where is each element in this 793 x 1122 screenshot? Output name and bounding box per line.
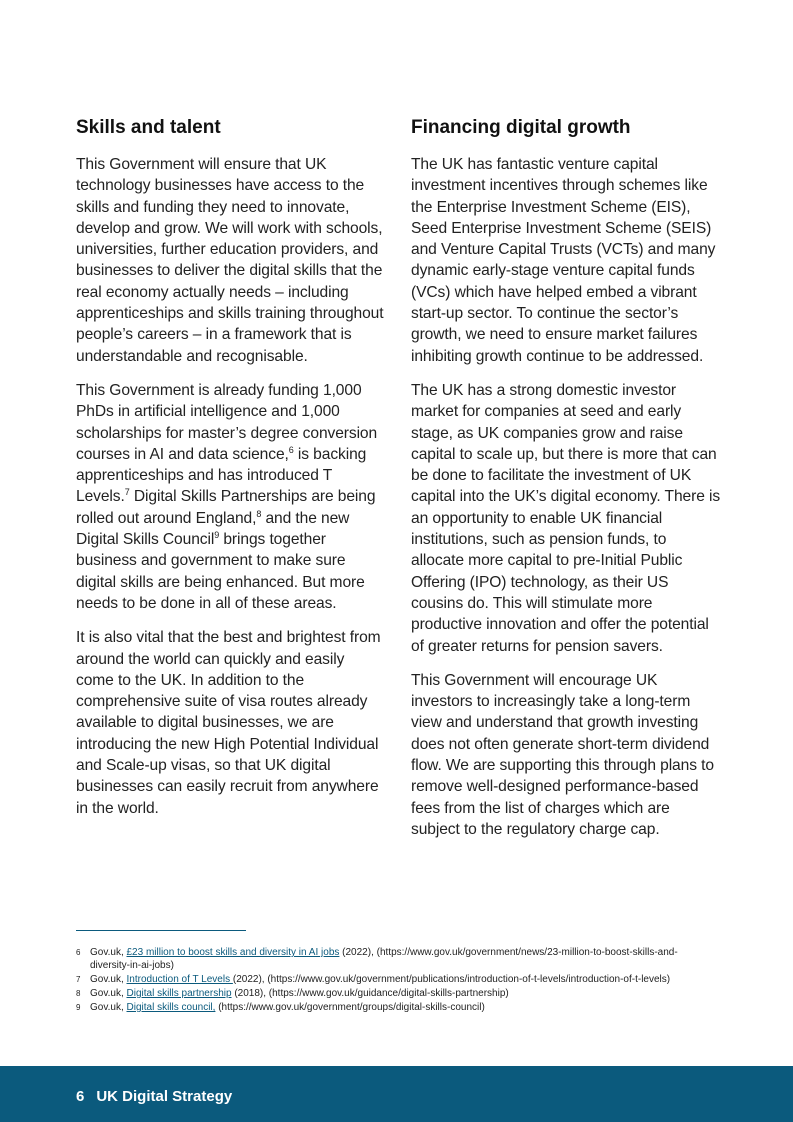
footnote-suffix: (https://www.gov.uk/government/groups/digital-skills-council) <box>215 1002 485 1013</box>
right-column <box>411 117 721 853</box>
document-title: UK Digital Strategy <box>96 1088 233 1105</box>
paragraph-text: Digital Skills Partnerships are being rolled out around England, <box>76 488 376 527</box>
footnote <box>76 973 716 986</box>
footnote <box>76 1001 716 1014</box>
footnote-divider <box>76 930 246 931</box>
footnote-text <box>90 1001 716 1014</box>
footnote-link[interactable]: Introduction of T Levels <box>126 974 233 985</box>
footnote-prefix: Gov.uk, <box>90 947 127 958</box>
footnote-number: 7 <box>76 975 81 984</box>
footnote-text <box>90 973 716 986</box>
footnote-ref[interactable]: 9 <box>214 529 220 540</box>
footnote-suffix: (2022), (https://www.gov.uk/government/publications/introduction-of-t-levels/introduction-of-t-levels) <box>232 974 671 985</box>
footnote-prefix: Gov.uk, <box>90 1002 127 1013</box>
footnote-ref[interactable]: 7 <box>124 487 130 498</box>
footnote-number: 9 <box>76 1003 81 1012</box>
footnote-suffix: (2018), (https://www.gov.uk/guidance/digital-skills-partnership) <box>231 988 509 999</box>
left-column <box>76 117 384 832</box>
footnote-ref[interactable]: 6 <box>288 444 294 455</box>
page-footer <box>0 1066 793 1122</box>
paragraph: This Government will encourage UK investors to increasingly take a long-term view and understand that growth investing does not often generate short-term dividend flow. We are supporting this through plans to remove well-designed performance-based fees from the list of charges which are subject to the regulatory charge cap. <box>411 671 714 838</box>
paragraph-text: and the new Digital Skills Council <box>76 509 350 549</box>
paragraph: The UK has fantastic venture capital investment incentives through schemes like the Enterprise Investment Scheme (EIS), Seed Enterprise Investment Scheme (SEIS) and Venture Capital Trusts (VCTs) and many dynamic early-stage venture capital funds (VCs) which have helped embed a vibrant start-up sector. To continue the sector’s growth, we need to ensure market failures inhibiting growth continue to be addressed. <box>411 156 716 365</box>
paragraph-text: brings together business and government to make sure digital skills are being enhanced. But more needs to be done in all of these areas. <box>76 531 365 612</box>
footnote-text <box>90 987 716 1000</box>
footnote-prefix: Gov.uk, <box>90 974 127 985</box>
page-number: 6 <box>76 1088 85 1105</box>
paragraph: The UK has a strong domestic investor market for companies at seed and early stage, as UK companies grow and raise capital to scale up, but there is more that can be done to facilitate the investment of UK capital into the UK’s digital economy. There is an opportunity to enable UK financial institutions, such as pension funds, to allocate more capital to pre-Initial Public Offering (IPO) technology, as their US cousins do. This will stimulate more productive innovation and offer the potential of greater returns for pension savers. <box>411 381 721 655</box>
footnote-ref[interactable]: 8 <box>256 508 262 519</box>
footnote-link[interactable]: £23 million to boost skills and diversity in AI jobs <box>126 947 340 958</box>
footnote <box>76 987 716 1000</box>
footnote-number: 8 <box>76 989 81 998</box>
section-heading-financing: Financing digital growth <box>411 117 631 138</box>
footnote-prefix: Gov.uk, <box>90 988 127 999</box>
footer-label <box>76 1088 232 1106</box>
paragraph-text: This Government is already funding 1,000 PhDs in artificial intelligence and 1,000 scholarships for master’s degree conversion courses in AI and data science, <box>76 381 378 463</box>
footnote-link[interactable]: Digital skills partnership <box>126 988 232 999</box>
paragraph: It is also vital that the best and brightest from around the world can quickly and easily come to the UK. In addition to the comprehensive suite of visa routes already available to digital businesses, we are introducing the new High Potential Individual and Scale-up visas, so that UK digital businesses can easily recruit from anywhere in the world. <box>76 629 381 817</box>
footnote <box>76 946 716 972</box>
footnote-number: 6 <box>76 948 81 957</box>
footnotes <box>76 946 716 1015</box>
paragraph: This Government will ensure that UK technology businesses have access to the skills and funding they need to innovate, develop and grow. We will work with schools, universities, further education providers, and businesses to deliver the digital skills that the real economy actually needs – including apprenticeships and skills training throughout people’s careers – in a framework that is understandable and recognisable. <box>76 156 384 365</box>
paragraph-text: is backing apprenticeships and has introduced T Levels. <box>76 445 367 506</box>
footnote-text <box>90 946 716 972</box>
section-heading-skills: Skills and talent <box>76 117 221 138</box>
footnote-link[interactable]: Digital skills council, <box>126 1002 216 1013</box>
paragraph <box>76 380 384 614</box>
footnote-suffix: (2022), (https://www.gov.uk/government/news/23-million-to-boost-skills-and-diversity-in-ai-jobs) <box>90 947 678 971</box>
